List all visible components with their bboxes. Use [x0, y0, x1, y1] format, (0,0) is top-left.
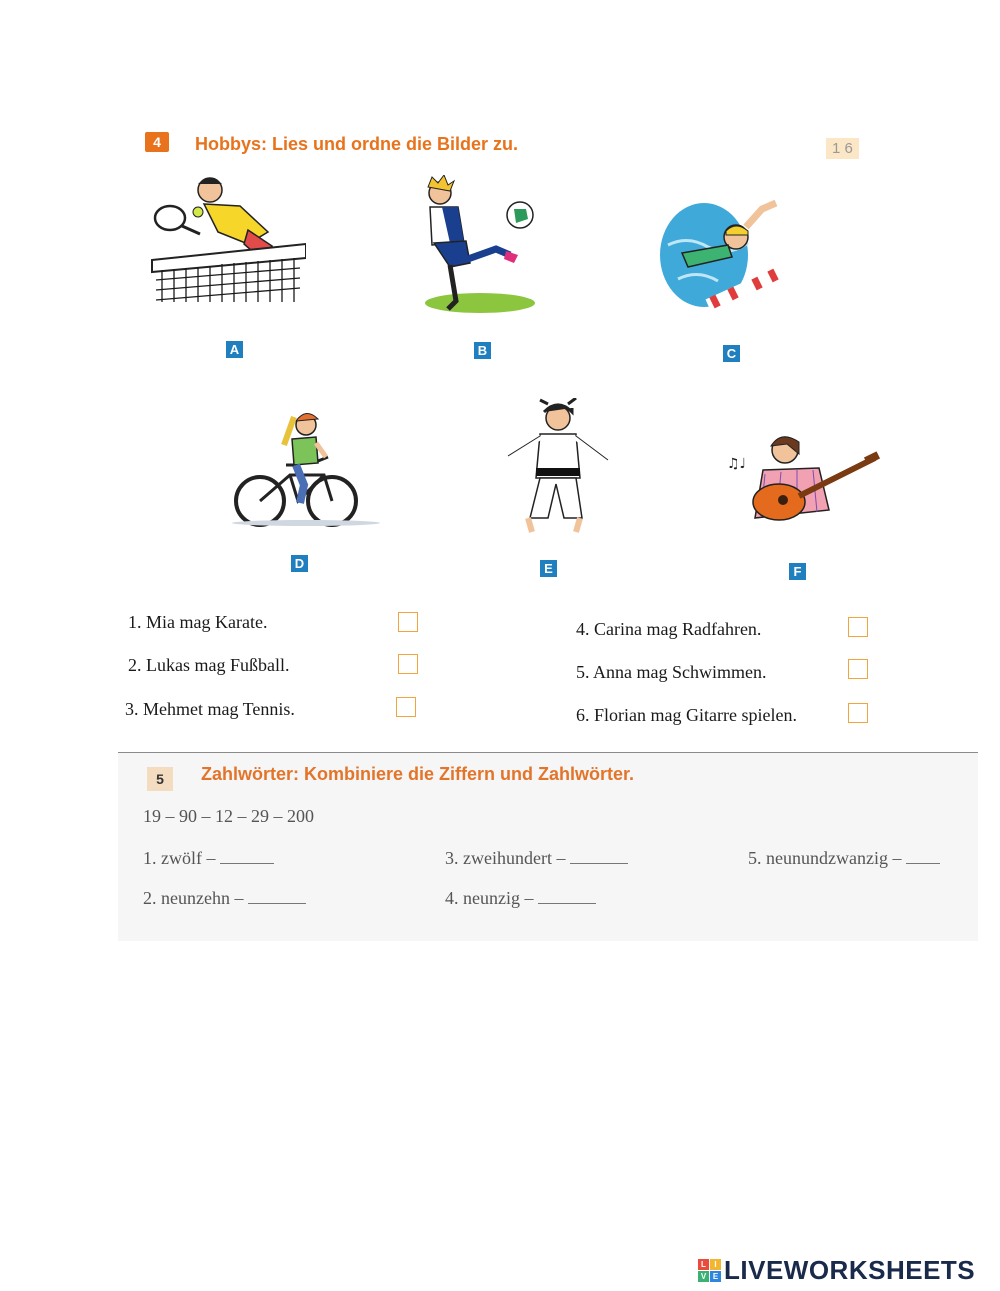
exercise-4-number: 4: [145, 132, 169, 152]
number-item-2: [143, 888, 306, 909]
picture-letter-a: A: [226, 341, 243, 358]
guitar-player-icon: [725, 430, 880, 530]
number-item-4-label: 4. neunzig –: [445, 888, 534, 908]
number-item-2-label: 2. neunzehn –: [143, 888, 244, 908]
sentence-4: 4. Carina mag Radfahren.: [576, 619, 762, 639]
picture-letter-f: F: [789, 563, 806, 580]
picture-letter-b: B: [474, 342, 491, 359]
number-item-3-label: 3. zweihundert –: [445, 848, 566, 868]
picture-letter-c: C: [723, 345, 740, 362]
answer-blank-2[interactable]: [248, 903, 306, 904]
page-tag: 1 6: [826, 138, 859, 159]
cyclist-icon: [228, 405, 384, 527]
picture-letter-d: D: [291, 555, 308, 572]
answer-box-3[interactable]: [396, 697, 416, 717]
svg-text:♫♩: ♫♩: [727, 456, 747, 472]
liveworksheets-logo: [698, 1255, 975, 1286]
answer-box-6[interactable]: [848, 703, 868, 723]
answer-box-5[interactable]: [848, 659, 868, 679]
number-item-1: [143, 848, 274, 869]
answer-box-4[interactable]: [848, 617, 868, 637]
exercise-5-number: 5: [147, 767, 173, 791]
tennis-player-icon: [148, 172, 306, 312]
sentence-1: 1. Mia mag Karate.: [128, 612, 268, 632]
swimmer-icon: [658, 195, 788, 320]
sentence-5: 5. Anna mag Schwimmen.: [576, 662, 767, 682]
picture-letter-e: E: [540, 560, 557, 577]
answer-box-1[interactable]: [398, 612, 418, 632]
number-item-1-label: 1. zwölf –: [143, 848, 216, 868]
sentence-3: 3. Mehmet mag Tennis.: [125, 699, 295, 719]
sentence-2: 2. Lukas mag Fußball.: [128, 655, 290, 675]
logo-badge-icon: L I V E: [698, 1259, 721, 1282]
exercise-4-title: Hobbys: Lies und ordne die Bilder zu.: [195, 134, 519, 154]
answer-blank-3[interactable]: [570, 863, 628, 864]
football-player-icon: [410, 175, 535, 320]
answer-blank-4[interactable]: [538, 903, 596, 904]
sentence-6: 6. Florian mag Gitarre spielen.: [576, 705, 797, 725]
exercise-5-title: Zahlwörter: Kombiniere die Ziffern und Zahlwörter.: [201, 764, 635, 784]
karate-girl-icon: [500, 398, 615, 538]
answer-blank-1[interactable]: [220, 863, 274, 864]
number-item-5: [748, 848, 940, 869]
number-list: 19 – 90 – 12 – 29 – 200: [143, 806, 314, 826]
number-item-3: [445, 848, 628, 869]
number-item-4: [445, 888, 596, 909]
answer-blank-5[interactable]: [906, 863, 940, 864]
logo-text: LIVEWORKSHEETS: [724, 1255, 976, 1285]
answer-box-2[interactable]: [398, 654, 418, 674]
number-item-5-label: 5. neunundzwanzig –: [748, 848, 902, 868]
